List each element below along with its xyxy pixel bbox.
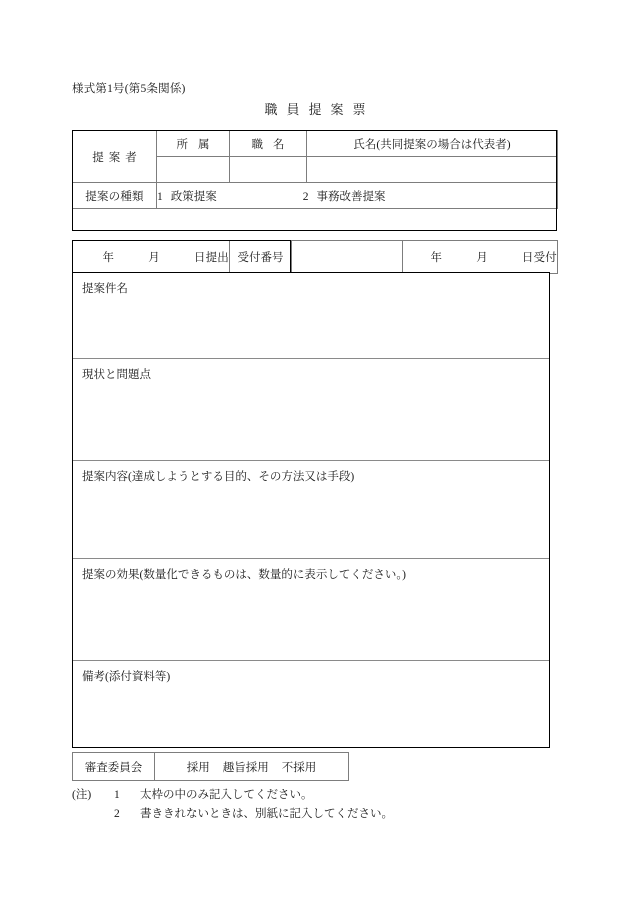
proposal-kind-options[interactable] (157, 183, 558, 209)
note-text: 太枠の中のみ記入してください。 (140, 789, 313, 801)
proposer-table (72, 130, 558, 209)
field-affiliation[interactable] (157, 157, 230, 183)
receipt-month-label: 月 (476, 252, 488, 264)
proposal-kind-label: 提案の種類 (73, 183, 157, 209)
receipt-day-label: 日受付 (521, 252, 557, 264)
proposal-kind-option-2-number: 2 (302, 190, 309, 203)
section-proposal-content[interactable] (73, 461, 549, 559)
proposal-kind-option-2[interactable] (303, 191, 386, 203)
receipt-number-field[interactable] (292, 241, 403, 274)
column-header-job-title: 職名 (230, 131, 307, 157)
note-index: 2 (114, 808, 120, 820)
note-text: 書ききれないときは、別紙に記入してください。 (140, 808, 393, 820)
proposer-row-label: 提案者 (73, 131, 157, 183)
receipt-date-field[interactable] (403, 241, 558, 274)
table-row (73, 241, 558, 274)
review-committee-table (72, 752, 349, 781)
submission-day-label: 日提出 (193, 252, 229, 264)
note-item (72, 805, 393, 824)
submission-year-label: 年 (102, 252, 115, 264)
section-heading: 提案件名 (82, 283, 128, 295)
review-option-reject[interactable]: 不採用 (281, 761, 317, 774)
proposal-kind-option-1[interactable] (157, 191, 217, 203)
review-committee-options[interactable] (155, 753, 349, 781)
page-title: 職員提案票 (264, 102, 375, 117)
date-receipt-table (72, 240, 558, 274)
proposal-kind-option-1-number: 1 (157, 190, 163, 203)
review-option-adopt[interactable]: 採用 (186, 761, 210, 774)
table-row (73, 753, 349, 781)
section-proposal-title[interactable] (73, 273, 549, 359)
section-proposal-effect[interactable] (73, 559, 549, 661)
proposal-kind-option-1-label: 政策提案 (170, 190, 217, 203)
table-row (73, 131, 558, 157)
column-header-affiliation: 所属 (157, 131, 230, 157)
note-item (72, 786, 393, 805)
field-job-title[interactable] (230, 157, 307, 183)
note-index: 1 (114, 789, 120, 801)
field-name[interactable] (307, 157, 558, 183)
section-heading: 提案内容(達成しようとする目的、その方法又は手段) (82, 471, 355, 483)
receipt-number-label: 受付番号 (230, 241, 292, 274)
section-heading: 提案の効果(数量化できるものは、数量的に表示してください。) (82, 569, 406, 581)
section-current-situation[interactable] (73, 359, 549, 461)
receipt-year-label: 年 (430, 252, 443, 264)
review-option-partial-adopt[interactable]: 趣旨採用 (222, 761, 269, 774)
notes-marker: (注) (72, 789, 92, 801)
table-row (73, 183, 558, 209)
submission-date-field[interactable] (73, 241, 230, 274)
section-heading: 現状と問題点 (82, 369, 151, 381)
notes-block (72, 786, 393, 824)
form-code-label: 様式第1号(第5条関係) (72, 83, 186, 95)
review-committee-label: 審査委員会 (73, 753, 155, 781)
proposal-kind-option-2-label: 事務改善提案 (316, 190, 386, 203)
section-remarks[interactable] (73, 661, 549, 745)
column-header-name: 氏名(共同提案の場合は代表者) (307, 131, 558, 157)
submission-month-label: 月 (148, 252, 160, 264)
form-body-frame (72, 272, 550, 748)
section-heading: 備考(添付資料等) (82, 671, 171, 683)
